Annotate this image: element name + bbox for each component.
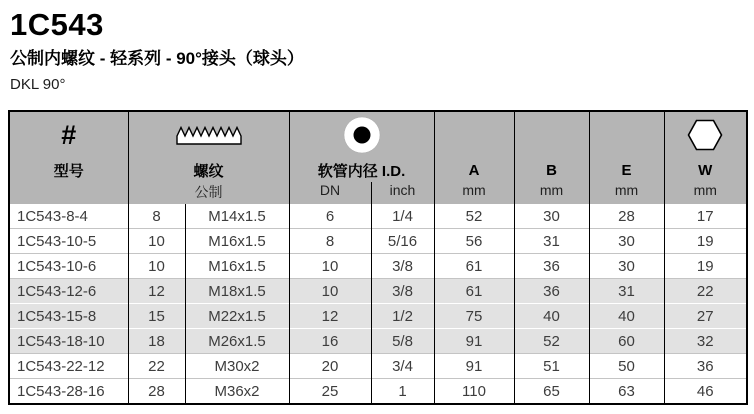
table-row [9, 229, 747, 254]
table-row [9, 279, 747, 304]
cell-a: 91 [434, 329, 514, 354]
cell-size: 18 [128, 329, 185, 354]
cell-inch: 1/4 [371, 204, 434, 229]
table-row [9, 379, 747, 405]
cell-e: 60 [589, 329, 664, 354]
cell-model: 1C543-28-16 [9, 379, 128, 405]
cell-e: 40 [589, 304, 664, 329]
cell-model: 1C543-12-6 [9, 279, 128, 304]
cell-e: 28 [589, 204, 664, 229]
dim-e-label: E [589, 158, 664, 182]
dim-w-unit: mm [664, 182, 747, 204]
cell-w: 46 [664, 379, 747, 405]
cell-inch: 1/2 [371, 304, 434, 329]
table-row [9, 304, 747, 329]
cell-b: 36 [514, 254, 589, 279]
page-subtitle: 公制内螺纹 - 轻系列 - 90°接头（球头） [10, 49, 304, 69]
cell-a: 110 [434, 379, 514, 405]
table-row [9, 329, 747, 354]
model-unit-cell [9, 182, 128, 204]
cell-a: 56 [434, 229, 514, 254]
cell-e: 50 [589, 354, 664, 379]
cell-thread: M14x1.5 [185, 204, 289, 229]
dim-a-icon-cell [434, 111, 514, 158]
hex-icon-cell [664, 111, 747, 158]
cell-a: 91 [434, 354, 514, 379]
cell-inch: 3/8 [371, 279, 434, 304]
cell-size: 10 [128, 254, 185, 279]
cell-w: 19 [664, 229, 747, 254]
page-title: 1C543 [10, 7, 104, 42]
cell-a: 61 [434, 254, 514, 279]
cell-thread: M36x2 [185, 379, 289, 405]
cell-thread: M22x1.5 [185, 304, 289, 329]
dim-b-icon-cell [514, 111, 589, 158]
cell-model: 1C543-22-12 [9, 354, 128, 379]
thread-profile-icon [175, 125, 243, 146]
hose-icon-cell [289, 111, 434, 158]
cell-size: 22 [128, 354, 185, 379]
cell-inch: 5/8 [371, 329, 434, 354]
cell-model: 1C543-15-8 [9, 304, 128, 329]
cell-inch: 1 [371, 379, 434, 405]
cell-inch: 5/16 [371, 229, 434, 254]
cell-b: 65 [514, 379, 589, 405]
cell-model: 1C543-18-10 [9, 329, 128, 354]
thread-icon-cell [128, 111, 289, 158]
cell-size: 28 [128, 379, 185, 405]
cell-dn: 10 [289, 254, 371, 279]
cell-b: 52 [514, 329, 589, 354]
dim-w-label: W [664, 158, 747, 182]
header-icon-row [9, 111, 747, 158]
header-unit-row [9, 182, 747, 204]
table-row [9, 204, 747, 229]
hose-inch-label: inch [371, 182, 434, 204]
cell-model: 1C543-8-4 [9, 204, 128, 229]
cell-w: 36 [664, 354, 747, 379]
table-row [9, 354, 747, 379]
table-header [9, 111, 747, 204]
cell-size: 12 [128, 279, 185, 304]
cell-dn: 20 [289, 354, 371, 379]
hexagon-icon [687, 119, 723, 151]
cell-dn: 12 [289, 304, 371, 329]
table-row [9, 254, 747, 279]
cell-thread: M16x1.5 [185, 254, 289, 279]
cell-inch: 3/8 [371, 254, 434, 279]
cell-thread: M16x1.5 [185, 229, 289, 254]
thread-sublabel: 公制 [128, 182, 289, 204]
model-column-label: 型号 [9, 158, 128, 182]
hose-dn-label: DN [289, 182, 371, 204]
cell-inch: 3/4 [371, 354, 434, 379]
cell-model: 1C543-10-6 [9, 254, 128, 279]
cell-a: 52 [434, 204, 514, 229]
thread-column-label: 螺纹 [128, 158, 289, 182]
cell-a: 61 [434, 279, 514, 304]
dim-e-icon-cell [589, 111, 664, 158]
cell-b: 51 [514, 354, 589, 379]
cell-w: 17 [664, 204, 747, 229]
hose-column-label: 软管内径 I.D. [289, 158, 434, 182]
cell-dn: 16 [289, 329, 371, 354]
cell-thread: M26x1.5 [185, 329, 289, 354]
model-icon-cell [9, 111, 128, 158]
hose-cross-section-icon [342, 115, 382, 155]
dim-a-unit: mm [434, 182, 514, 204]
cell-dn: 10 [289, 279, 371, 304]
cell-dn: 25 [289, 379, 371, 405]
cell-w: 19 [664, 254, 747, 279]
table-body [9, 204, 747, 404]
cell-b: 30 [514, 204, 589, 229]
dim-b-unit: mm [514, 182, 589, 204]
dim-b-label: B [514, 158, 589, 182]
cell-e: 30 [589, 254, 664, 279]
cell-w: 27 [664, 304, 747, 329]
dim-a-label: A [434, 158, 514, 182]
cell-b: 40 [514, 304, 589, 329]
hash-icon: # [61, 119, 77, 150]
cell-model: 1C543-10-5 [9, 229, 128, 254]
header-label-row [9, 158, 747, 182]
standard-designation: DKL 90° [10, 76, 66, 94]
cell-b: 36 [514, 279, 589, 304]
spec-table [8, 110, 748, 405]
cell-size: 10 [128, 229, 185, 254]
cell-thread: M30x2 [185, 354, 289, 379]
cell-size: 8 [128, 204, 185, 229]
cell-w: 32 [664, 329, 747, 354]
cell-dn: 8 [289, 229, 371, 254]
dim-e-unit: mm [589, 182, 664, 204]
cell-e: 31 [589, 279, 664, 304]
cell-e: 63 [589, 379, 664, 405]
cell-thread: M18x1.5 [185, 279, 289, 304]
cell-e: 30 [589, 229, 664, 254]
cell-dn: 6 [289, 204, 371, 229]
document-header [0, 0, 754, 94]
cell-a: 75 [434, 304, 514, 329]
cell-b: 31 [514, 229, 589, 254]
cell-w: 22 [664, 279, 747, 304]
cell-size: 15 [128, 304, 185, 329]
